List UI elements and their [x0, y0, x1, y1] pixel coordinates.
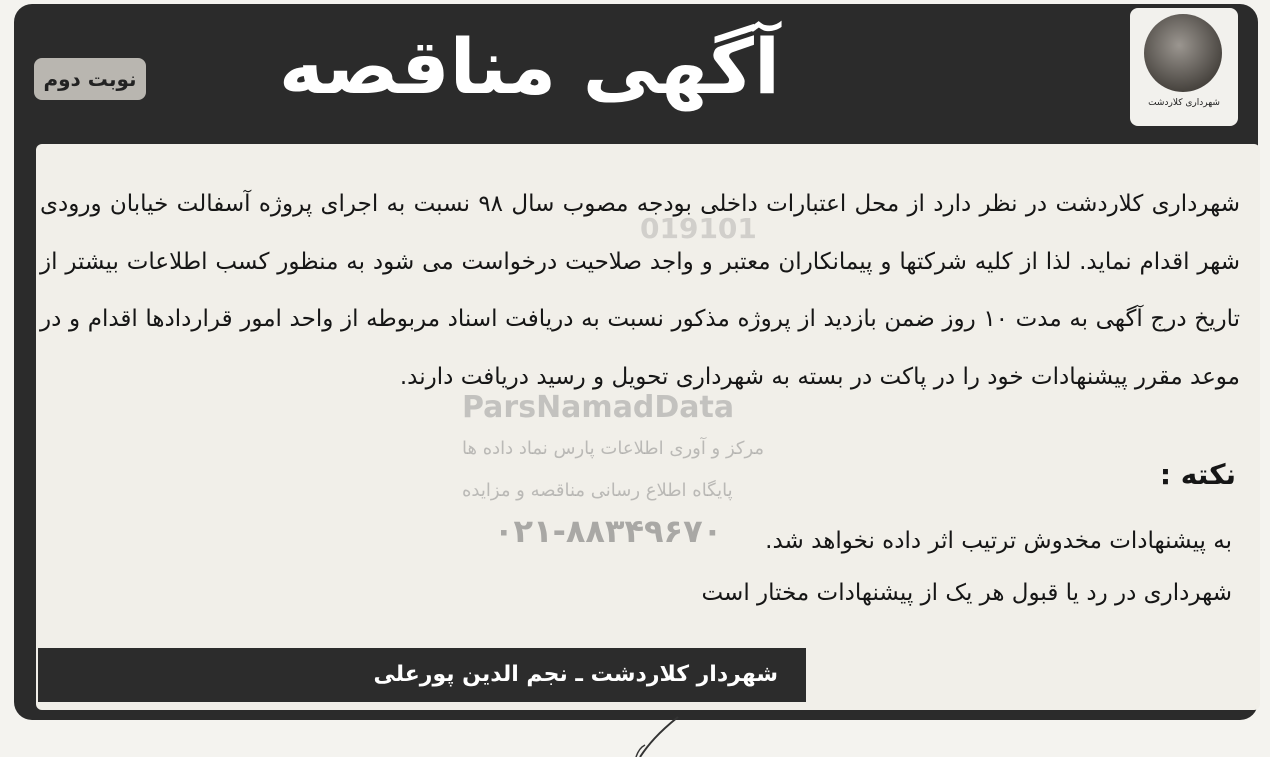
signature-text: شهردار کلاردشت ـ نجم الدین پورعلی — [373, 662, 778, 687]
pen-stroke-mark — [600, 715, 700, 757]
notice-paragraph: شهرداری کلاردشت در نظر دارد از محل اعتبارات داخلی بودجه مصوب سال ۹۸ نسبت به اجرای پروژه آسفالت خیابان ورودی شهر اقدام نماید. لذا از کلیه شرکتها و پیمانکاران معتبر و واجد صلاحیت درخواست می شود به منظور کسب اطلاعات بیشتر از تاریخ درج آگهی به مدت ۱۰ روز ضمن بازدید از پروژه مذکور نسبت به دریافت اسناد مربوطه از واحد امور قراردادها اقدام و در موعد مقرر پیشنهادات خود را در پاکت در بسته به شهرداری تحویل و رسید دریافت دارند. — [40, 191, 1240, 390]
watermark-line2: پایگاه اطلاع رسانی مناقصه و مزایده — [462, 480, 733, 501]
municipality-emblem-icon — [1144, 14, 1222, 92]
page-title: آگهی مناقصه — [278, 22, 780, 111]
watermark-digits: 019101 — [640, 212, 757, 245]
logo-caption: شهرداری کلاردشت — [1148, 98, 1220, 108]
note-label: نکته : — [1159, 458, 1236, 491]
watermark-brand: ParsNamadData — [462, 390, 735, 425]
watermark-phone: ۰۲۱-۸۸۳۴۹۶۷۰ — [494, 512, 723, 550]
note-line-1: به پیشنهادات مخدوش ترتیب اثر داده نخواهد شد. — [765, 528, 1232, 554]
round-badge: نوبت دوم — [34, 58, 146, 100]
watermark-line1: مرکز و آوری اطلاعات پارس نماد داده ها — [462, 438, 765, 459]
signature-bar — [38, 648, 806, 702]
note-line-2: شهرداری در رد یا قبول هر یک از پیشنهادات مختار است — [701, 580, 1232, 606]
municipality-logo-box — [1130, 8, 1238, 126]
